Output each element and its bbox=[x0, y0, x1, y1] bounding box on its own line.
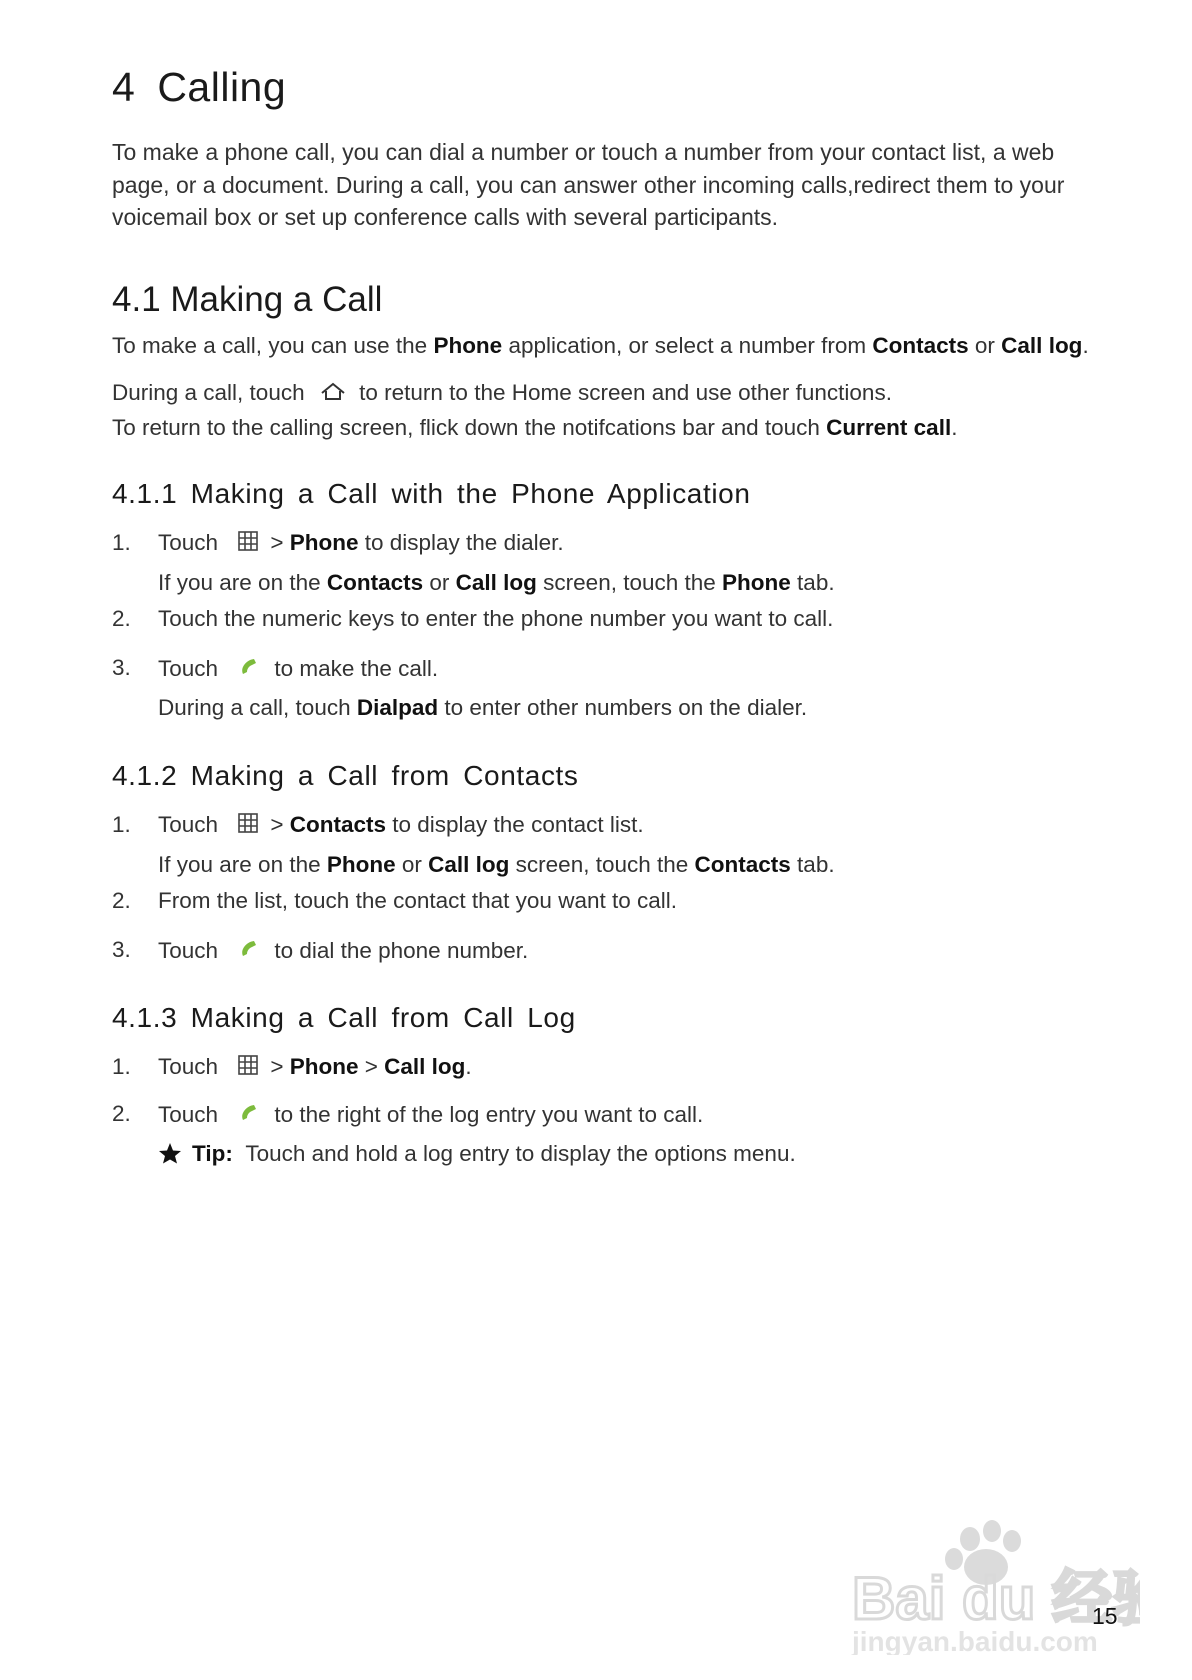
section-4-1-paragraph-1: To make a call, you can use the Phone application, or select a number from Contacts or Call log. bbox=[112, 333, 1089, 358]
section-heading-4-1-2: 4.1.2 Making a Call from Contacts bbox=[112, 760, 579, 791]
phone-call-icon bbox=[238, 1101, 262, 1131]
phone-call-icon bbox=[238, 655, 262, 685]
list-item-note: If you are on the Phone or Call log screen, touch the Contacts tab. bbox=[158, 852, 835, 877]
home-icon bbox=[319, 381, 347, 409]
tip-text: Touch and hold a log entry to display the options menu. bbox=[245, 1141, 796, 1166]
chapter-number: 4 bbox=[112, 64, 136, 110]
section-heading-4-1: 4.1 Making a Call bbox=[112, 280, 383, 319]
phone-call-icon bbox=[238, 937, 262, 967]
grid-icon bbox=[238, 813, 258, 839]
intro-paragraph: To make a phone call, you can dial a number or touch a number from your contact list, a web page, or a document. During a call, you can answer other incoming calls,redirect them to your voicemail box or set up conference calls with several participants. bbox=[112, 139, 1065, 230]
tip-label: Tip: bbox=[192, 1141, 233, 1166]
tip-note bbox=[158, 1141, 796, 1170]
svg-text:Bai du 经验: Bai du 经 bbox=[852, 1565, 1113, 1632]
chapter-title: Calling bbox=[157, 64, 287, 110]
star-icon bbox=[158, 1142, 182, 1170]
page-number: 15 bbox=[1092, 1603, 1118, 1629]
grid-icon bbox=[238, 1055, 258, 1081]
baidu-watermark bbox=[850, 1515, 1140, 1660]
section-heading-4-1-1: 4.1.1 Making a Call with the Phone Application bbox=[112, 478, 751, 509]
list-item-note: If you are on the Contacts or Call log screen, touch the Phone tab. bbox=[158, 570, 835, 595]
svg-text:jingyan.baidu.com: jingyan.baidu.com bbox=[852, 1626, 1098, 1655]
list-item-note: During a call, touch Dialpad to enter other numbers on the dialer. bbox=[158, 695, 808, 720]
section-4-1-paragraph-2: During a call, touch to return to the Home screen and use other functions. bbox=[112, 380, 892, 409]
section-heading-4-1-3: 4.1.3 Making a Call from Call Log bbox=[112, 1002, 576, 1033]
chapter-heading bbox=[112, 64, 286, 111]
grid-icon bbox=[238, 531, 258, 557]
section-4-1-paragraph-3: To return to the calling screen, flick down the notifcations bar and touch Current call. bbox=[112, 415, 958, 440]
